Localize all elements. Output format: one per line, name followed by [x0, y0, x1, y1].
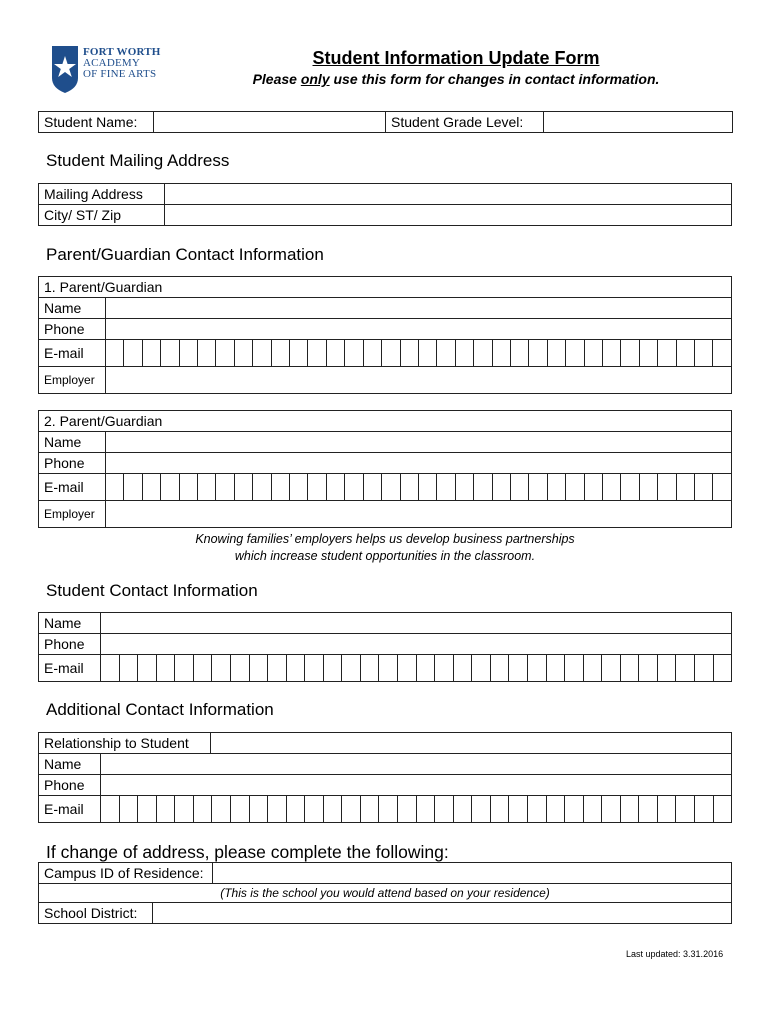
- email-char-box[interactable]: [472, 796, 491, 822]
- mailing-address-label: Mailing Address: [39, 184, 165, 205]
- email-char-box[interactable]: [714, 655, 732, 681]
- mailing-table: [38, 183, 732, 226]
- email-char-box[interactable]: [547, 796, 566, 822]
- parent1-table: [38, 276, 732, 394]
- email-char-box[interactable]: [327, 474, 345, 500]
- email-char-box[interactable]: [308, 340, 326, 366]
- additional-phone-label: Phone: [39, 775, 101, 796]
- parent1-phone-label: Phone: [39, 319, 106, 340]
- email-char-box[interactable]: [528, 655, 547, 681]
- email-char-box[interactable]: [566, 340, 584, 366]
- email-char-box[interactable]: [180, 340, 198, 366]
- email-char-box[interactable]: [602, 796, 621, 822]
- form-subtitle: Please only use this form for changes in contact information.: [252, 71, 660, 87]
- parent2-phone-field[interactable]: [106, 453, 732, 474]
- email-char-box[interactable]: [639, 655, 658, 681]
- email-char-box[interactable]: [454, 796, 473, 822]
- email-char-box[interactable]: [474, 474, 492, 500]
- student-email-field[interactable]: [101, 655, 732, 682]
- email-char-box[interactable]: [547, 655, 566, 681]
- additional-email-field[interactable]: [101, 796, 732, 823]
- email-char-box[interactable]: [290, 340, 308, 366]
- email-char-box[interactable]: [491, 655, 510, 681]
- parent2-employer-label: Employer: [39, 501, 106, 528]
- email-char-box[interactable]: [511, 474, 529, 500]
- grade-level-label: Student Grade Level:: [386, 112, 544, 133]
- additional-phone-field[interactable]: [101, 775, 732, 796]
- employer-note: [38, 531, 732, 565]
- email-char-box[interactable]: [621, 796, 640, 822]
- mailing-heading: Student Mailing Address: [46, 151, 230, 170]
- email-char-box[interactable]: [212, 796, 231, 822]
- email-char-box[interactable]: [324, 655, 343, 681]
- email-char-box[interactable]: [511, 340, 529, 366]
- email-char-box[interactable]: [639, 796, 658, 822]
- email-char-box[interactable]: [585, 474, 603, 500]
- email-char-box[interactable]: [621, 655, 640, 681]
- email-char-box[interactable]: [250, 796, 269, 822]
- email-char-box[interactable]: [603, 340, 621, 366]
- email-char-box[interactable]: [676, 655, 695, 681]
- logo-line-3: OF FINE ARTS: [83, 68, 157, 80]
- email-char-box[interactable]: [529, 340, 547, 366]
- email-char-box[interactable]: [417, 796, 436, 822]
- grade-level-field[interactable]: [544, 112, 733, 133]
- parent2-phone-label: Phone: [39, 453, 106, 474]
- parent2-name-field[interactable]: [106, 432, 732, 453]
- email-char-box[interactable]: [401, 340, 419, 366]
- employer-note-line2: which increase student opportunities in the classroom.: [234, 549, 536, 563]
- email-char-box[interactable]: [198, 474, 216, 500]
- student-contact-heading: Student Contact Information: [46, 581, 258, 600]
- email-char-box[interactable]: [658, 340, 676, 366]
- logo-line-1: FORT WORTH: [83, 46, 161, 58]
- additional-email-label: E-mail: [39, 796, 101, 823]
- email-char-box[interactable]: [143, 340, 161, 366]
- email-char-box[interactable]: [677, 340, 695, 366]
- email-char-box[interactable]: [253, 474, 271, 500]
- student-contact-name-field[interactable]: [101, 613, 732, 634]
- parent1-name-field[interactable]: [106, 298, 732, 319]
- email-char-box[interactable]: [382, 340, 400, 366]
- email-char-box[interactable]: [361, 796, 380, 822]
- email-char-box[interactable]: [528, 796, 547, 822]
- email-char-box[interactable]: [401, 474, 419, 500]
- email-char-box[interactable]: [198, 340, 216, 366]
- email-char-box[interactable]: [621, 340, 639, 366]
- additional-table: [38, 732, 732, 823]
- email-char-box[interactable]: [194, 796, 213, 822]
- student-email-label: E-mail: [39, 655, 101, 682]
- email-char-box[interactable]: [101, 655, 120, 681]
- email-char-box[interactable]: [235, 340, 253, 366]
- email-char-box[interactable]: [250, 655, 269, 681]
- email-char-box[interactable]: [161, 340, 179, 366]
- email-char-box[interactable]: [713, 474, 730, 500]
- parent1-phone-field[interactable]: [106, 319, 732, 340]
- email-char-box[interactable]: [161, 474, 179, 500]
- email-char-box[interactable]: [157, 655, 176, 681]
- email-char-box[interactable]: [305, 655, 324, 681]
- email-char-box[interactable]: [565, 796, 584, 822]
- email-char-box[interactable]: [143, 474, 161, 500]
- relationship-field[interactable]: [211, 733, 732, 754]
- student-contact-table: [38, 612, 732, 682]
- student-phone-label: Phone: [39, 634, 101, 655]
- form-title: Student Information Update Form: [312, 48, 600, 68]
- email-char-box[interactable]: [342, 655, 361, 681]
- email-char-box[interactable]: [364, 340, 382, 366]
- email-char-box[interactable]: [566, 474, 584, 500]
- mailing-address-field[interactable]: [165, 184, 732, 205]
- email-char-box[interactable]: [120, 796, 139, 822]
- email-char-box[interactable]: [621, 474, 639, 500]
- parent2-table: [38, 410, 732, 528]
- email-char-box[interactable]: [287, 796, 306, 822]
- email-char-box[interactable]: [695, 340, 713, 366]
- email-char-box[interactable]: [713, 340, 730, 366]
- email-char-box[interactable]: [379, 796, 398, 822]
- student-phone-field[interactable]: [101, 634, 732, 655]
- student-name-label: Student Name:: [39, 112, 154, 133]
- email-char-box[interactable]: [180, 474, 198, 500]
- email-char-box[interactable]: [342, 796, 361, 822]
- email-char-box[interactable]: [327, 340, 345, 366]
- parent1-employer-label: Employer: [39, 367, 106, 394]
- parent1-email-label: E-mail: [39, 340, 106, 367]
- email-char-box[interactable]: [695, 796, 714, 822]
- email-char-box[interactable]: [216, 340, 234, 366]
- email-char-box[interactable]: [491, 796, 510, 822]
- email-char-box[interactable]: [216, 474, 234, 500]
- email-char-box[interactable]: [417, 655, 436, 681]
- email-char-box[interactable]: [419, 340, 437, 366]
- school-district-label: School District:: [39, 903, 153, 924]
- email-char-box[interactable]: [456, 340, 474, 366]
- email-char-box[interactable]: [640, 474, 658, 500]
- city-state-zip-label: City/ ST/ Zip: [39, 205, 165, 226]
- email-char-box[interactable]: [435, 655, 454, 681]
- parent1-email-field[interactable]: [106, 340, 732, 367]
- email-char-box[interactable]: [231, 796, 250, 822]
- email-char-box[interactable]: [175, 655, 194, 681]
- email-char-box[interactable]: [584, 655, 603, 681]
- email-char-box[interactable]: [585, 340, 603, 366]
- relationship-label: Relationship to Student: [39, 733, 211, 754]
- email-char-box[interactable]: [272, 474, 290, 500]
- additional-heading: Additional Contact Information: [46, 700, 274, 719]
- email-char-box[interactable]: [658, 796, 677, 822]
- last-updated: Last updated: 3.31.2016: [626, 949, 724, 959]
- email-char-box[interactable]: [603, 474, 621, 500]
- email-char-box[interactable]: [472, 655, 491, 681]
- email-char-box[interactable]: [419, 474, 437, 500]
- parent2-title: 2. Parent/Guardian: [39, 411, 732, 432]
- email-char-box[interactable]: [695, 474, 713, 500]
- email-char-box[interactable]: [509, 796, 528, 822]
- email-char-box[interactable]: [345, 340, 363, 366]
- email-char-box[interactable]: [398, 796, 417, 822]
- email-char-box[interactable]: [124, 340, 142, 366]
- email-char-box[interactable]: [324, 796, 343, 822]
- email-char-box[interactable]: [272, 340, 290, 366]
- employer-note-line1: Knowing families’ employers helps us develop business partnerships: [195, 532, 575, 546]
- parent2-name-label: Name: [39, 432, 106, 453]
- email-char-box[interactable]: [268, 655, 287, 681]
- address-change-table: [38, 862, 732, 924]
- campus-id-note: (This is the school you would attend based on your residence): [39, 884, 732, 903]
- additional-name-field[interactable]: [101, 754, 732, 775]
- email-char-box[interactable]: [345, 474, 363, 500]
- student-name-row-label: Name: [39, 613, 101, 634]
- email-char-box[interactable]: [287, 655, 306, 681]
- email-char-box[interactable]: [437, 474, 455, 500]
- email-char-box[interactable]: [548, 340, 566, 366]
- email-char-box[interactable]: [454, 655, 473, 681]
- email-char-box[interactable]: [253, 340, 271, 366]
- parent2-email-label: E-mail: [39, 474, 106, 501]
- parent1-title: 1. Parent/Guardian: [39, 277, 732, 298]
- email-char-box[interactable]: [124, 474, 142, 500]
- email-char-box[interactable]: [602, 655, 621, 681]
- email-char-box[interactable]: [138, 796, 157, 822]
- email-char-box[interactable]: [194, 655, 213, 681]
- email-char-box[interactable]: [235, 474, 253, 500]
- parent2-employer-field[interactable]: [106, 501, 732, 528]
- email-char-box[interactable]: [456, 474, 474, 500]
- email-char-box[interactable]: [676, 796, 695, 822]
- address-change-heading: If change of address, please complete the following:: [46, 842, 449, 862]
- email-char-box[interactable]: [364, 474, 382, 500]
- email-char-box[interactable]: [101, 796, 120, 822]
- email-char-box[interactable]: [305, 796, 324, 822]
- campus-id-field[interactable]: [213, 863, 732, 884]
- email-char-box[interactable]: [493, 340, 511, 366]
- email-char-box[interactable]: [509, 655, 528, 681]
- parent1-name-label: Name: [39, 298, 106, 319]
- campus-id-label: Campus ID of Residence:: [39, 863, 213, 884]
- parent2-email-field[interactable]: [106, 474, 732, 501]
- school-district-field[interactable]: [153, 903, 732, 924]
- email-char-box[interactable]: [695, 655, 714, 681]
- email-char-box[interactable]: [474, 340, 492, 366]
- email-char-box[interactable]: [120, 655, 139, 681]
- email-char-box[interactable]: [640, 340, 658, 366]
- email-char-box[interactable]: [714, 796, 732, 822]
- email-char-box[interactable]: [308, 474, 326, 500]
- email-char-box[interactable]: [493, 474, 511, 500]
- email-char-box[interactable]: [290, 474, 308, 500]
- email-char-box[interactable]: [677, 474, 695, 500]
- email-char-box[interactable]: [658, 474, 676, 500]
- email-char-box[interactable]: [212, 655, 231, 681]
- student-info-table: [38, 111, 733, 133]
- email-char-box[interactable]: [548, 474, 566, 500]
- email-char-box[interactable]: [157, 796, 176, 822]
- email-char-box[interactable]: [379, 655, 398, 681]
- email-char-box[interactable]: [658, 655, 677, 681]
- email-char-box[interactable]: [584, 796, 603, 822]
- email-char-box[interactable]: [106, 340, 124, 366]
- email-char-box[interactable]: [398, 655, 417, 681]
- parent1-employer-field[interactable]: [106, 367, 732, 394]
- student-name-field[interactable]: [154, 112, 386, 133]
- logo-line-2: ACADEMY: [83, 57, 141, 69]
- email-char-box[interactable]: [268, 796, 287, 822]
- email-char-box[interactable]: [382, 474, 400, 500]
- parent-heading: Parent/Guardian Contact Information: [46, 245, 324, 264]
- email-char-box[interactable]: [361, 655, 380, 681]
- email-char-box[interactable]: [529, 474, 547, 500]
- email-char-box[interactable]: [175, 796, 194, 822]
- email-char-box[interactable]: [138, 655, 157, 681]
- email-char-box[interactable]: [106, 474, 124, 500]
- email-char-box[interactable]: [437, 340, 455, 366]
- city-state-zip-field[interactable]: [165, 205, 732, 226]
- additional-name-label: Name: [39, 754, 101, 775]
- email-char-box[interactable]: [435, 796, 454, 822]
- email-char-box[interactable]: [565, 655, 584, 681]
- email-char-box[interactable]: [231, 655, 250, 681]
